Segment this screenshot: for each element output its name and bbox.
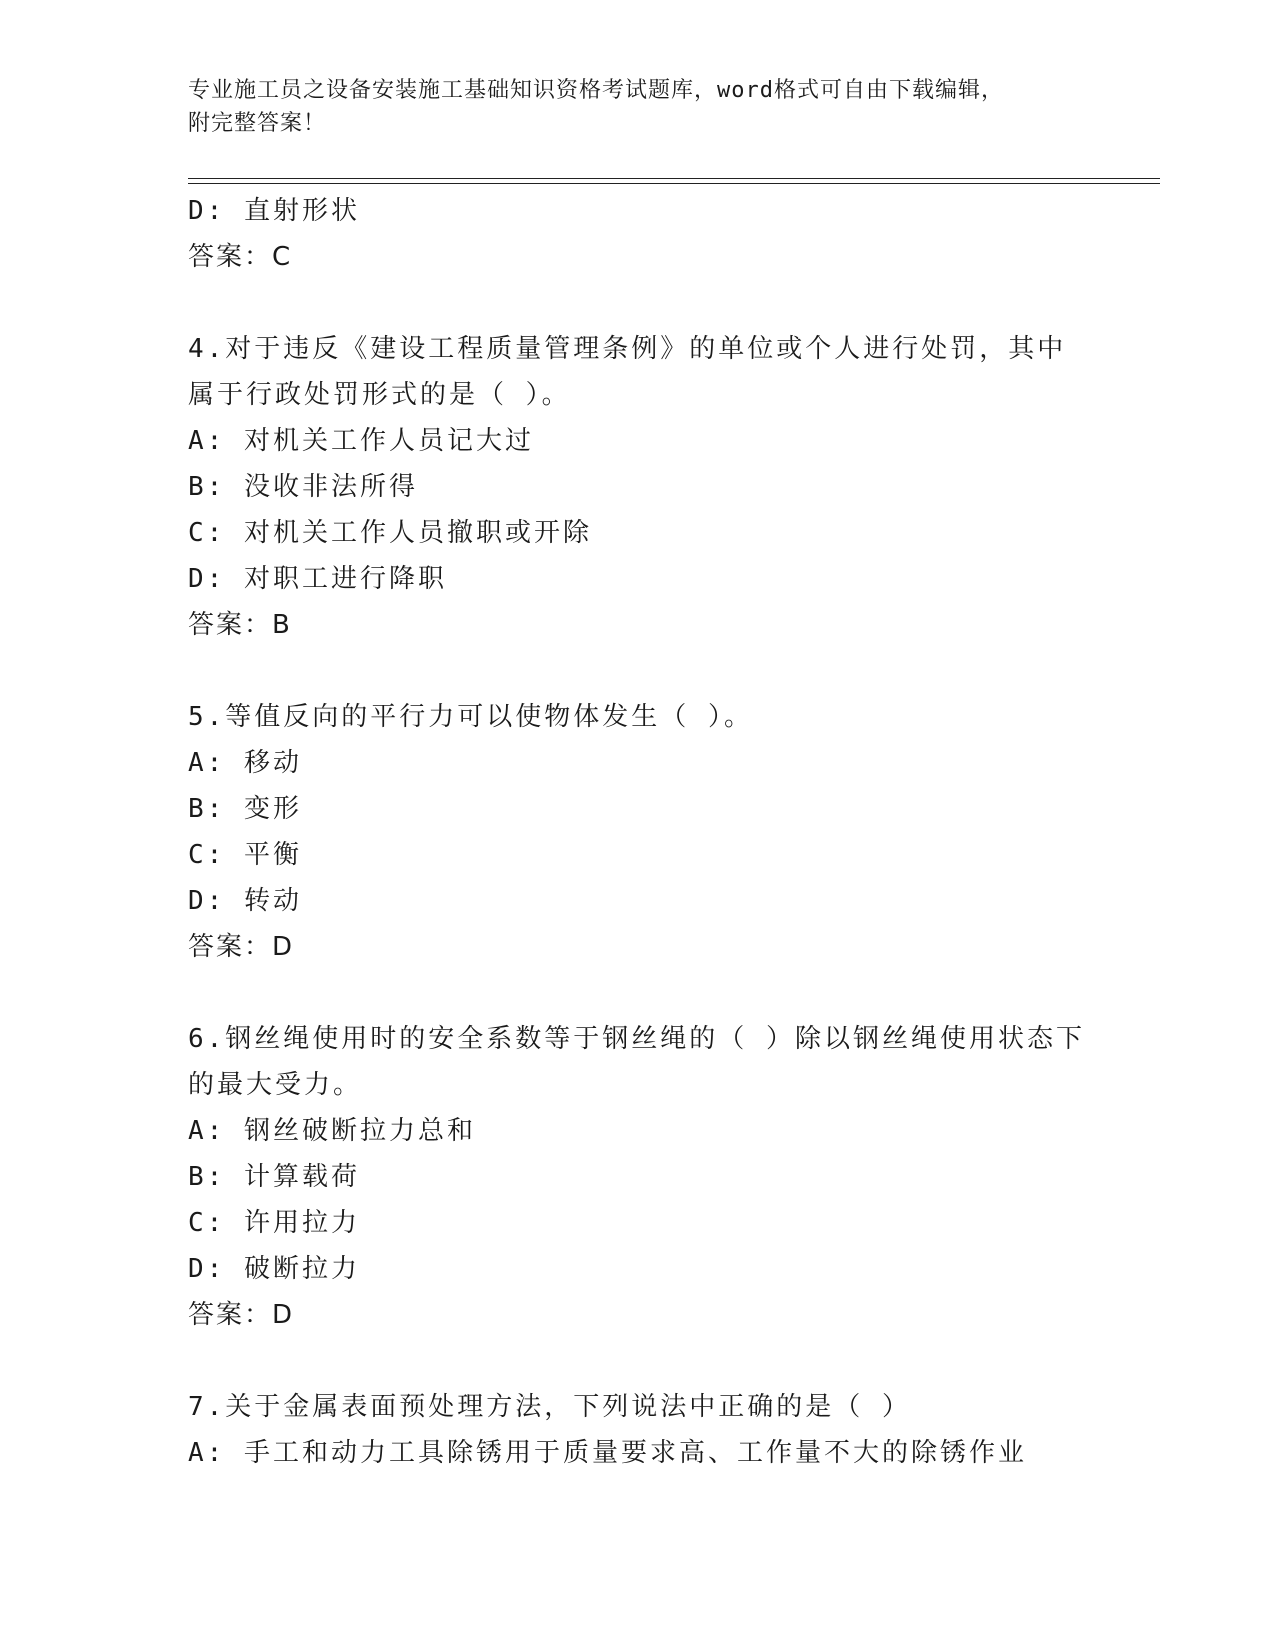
question-6 — [188, 1016, 1148, 1338]
option-b: B: 变形 — [188, 794, 302, 824]
option-c: C: 许用拉力 — [188, 1208, 360, 1238]
option-d: D: 转动 — [188, 886, 302, 916]
option-a: A: 钢丝破断拉力总和 — [188, 1116, 476, 1146]
spacer — [188, 1338, 1148, 1384]
spacer — [188, 280, 1148, 326]
question-text-line-1: 6.钢丝绳使用时的安全系数等于钢丝绳的（ ）除以钢丝绳使用状态下 — [188, 1024, 1085, 1054]
option-d: D: 直射形状 — [188, 196, 360, 226]
question-text-line-2: 的最大受力。 — [188, 1070, 363, 1100]
option-c: C: 对机关工作人员撤职或开除 — [188, 518, 592, 548]
question-text-line-1: 7.关于金属表面预处理方法，下列说法中正确的是（ ） — [188, 1392, 911, 1422]
option-b: B: 没收非法所得 — [188, 472, 418, 502]
document-header — [188, 74, 1088, 140]
header-divider-top — [188, 178, 1160, 179]
option-b: B: 计算载荷 — [188, 1162, 360, 1192]
question-3-tail — [188, 188, 1148, 280]
question-5 — [188, 694, 1148, 970]
option-a: A: 对机关工作人员记大过 — [188, 426, 534, 456]
header-line-2: 附完整答案！ — [188, 111, 327, 136]
answer: 答案：B — [188, 610, 292, 640]
spacer — [188, 648, 1148, 694]
option-d: D: 对职工进行降职 — [188, 564, 447, 594]
answer: 答案：D — [188, 932, 295, 962]
option-c: C: 平衡 — [188, 840, 302, 870]
answer: 答案：D — [188, 1300, 295, 1330]
answer: 答案：C — [188, 242, 293, 272]
option-a: A: 手工和动力工具除锈用于质量要求高、工作量不大的除锈作业 — [188, 1438, 1027, 1468]
option-d: D: 破断拉力 — [188, 1254, 360, 1284]
question-4 — [188, 326, 1148, 648]
question-text-line-1: 5.等值反向的平行力可以使物体发生（ ）。 — [188, 702, 753, 732]
question-text-line-2: 属于行政处罚形式的是（ ）。 — [188, 380, 571, 410]
header-divider-bottom — [188, 183, 1160, 184]
question-7 — [188, 1384, 1148, 1476]
option-a: A: 移动 — [188, 748, 302, 778]
question-list — [188, 188, 1148, 1476]
spacer — [188, 970, 1148, 1016]
question-text-line-1: 4.对于违反《建设工程质量管理条例》的单位或个人进行处罚，其中 — [188, 334, 1067, 364]
header-line-1: 专业施工员之设备安装施工基础知识资格考试题库，word格式可自由下载编辑， — [188, 78, 1004, 103]
